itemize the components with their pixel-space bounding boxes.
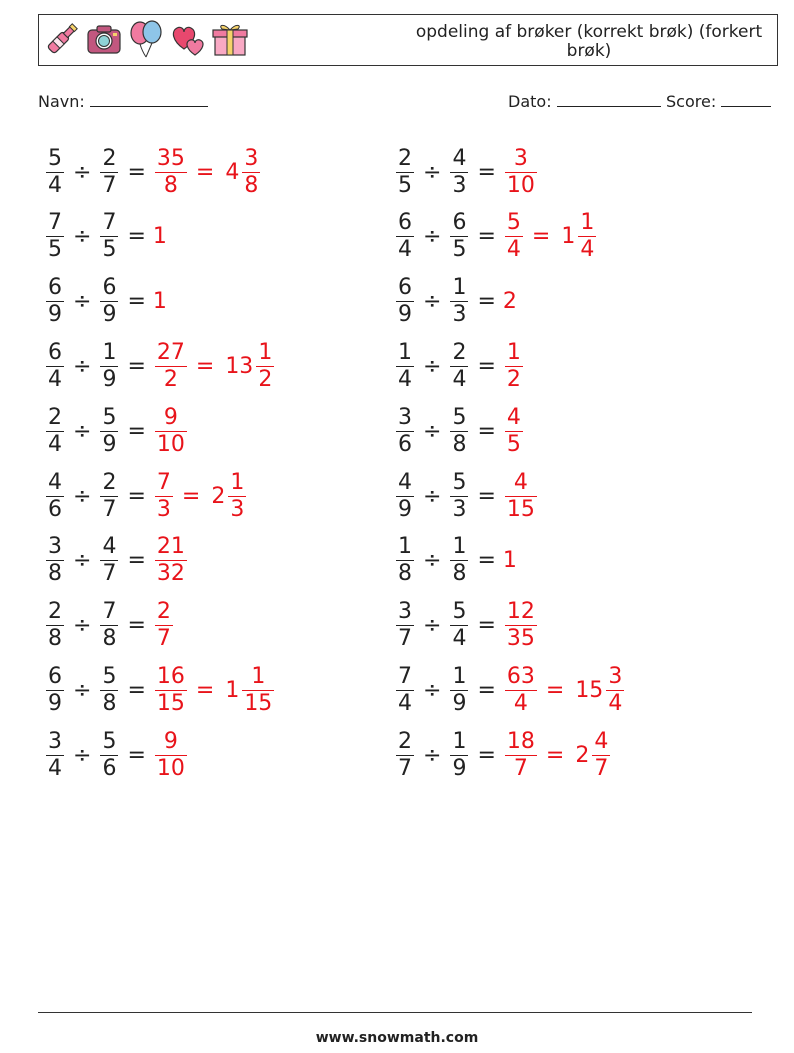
fraction [98, 664, 120, 717]
footer-divider [38, 1012, 752, 1013]
numerator: 1 [452, 275, 467, 301]
fraction [98, 146, 120, 199]
numerator: 1 [258, 339, 273, 365]
fraction [394, 210, 416, 263]
divide-sign: ÷ [423, 353, 442, 379]
date-label: Dato: [508, 92, 552, 111]
numerator: 5 [102, 728, 117, 754]
fraction [98, 275, 120, 328]
score-blank[interactable] [721, 92, 771, 107]
divide-sign: ÷ [423, 483, 442, 509]
mixed-number [207, 470, 248, 523]
problem-item [44, 531, 189, 591]
numerator: 3 [398, 599, 412, 625]
numerator: 4 [102, 534, 117, 560]
numerator: 27 [156, 339, 185, 365]
numerator: 16 [156, 663, 185, 689]
problem-item [44, 466, 248, 526]
numerator: 1 [102, 339, 117, 365]
fraction [503, 664, 539, 717]
numerator: 5 [102, 663, 117, 689]
equals-sign: = [477, 224, 496, 250]
numerator: 6 [102, 275, 117, 301]
fraction [153, 470, 175, 523]
numerator: 2 [48, 404, 62, 430]
fraction [240, 664, 276, 717]
camera-icon [85, 19, 123, 59]
denominator: 4 [398, 690, 412, 716]
fraction [44, 729, 66, 782]
denominator: 2 [163, 366, 178, 392]
denominator: 10 [156, 431, 185, 457]
gift-icon [211, 19, 249, 59]
divide-sign: ÷ [73, 418, 92, 444]
equals-sign: = [127, 418, 146, 444]
numerator: 2 [48, 599, 62, 625]
balloons-icon [127, 19, 165, 59]
fraction [503, 599, 539, 652]
denominator: 15 [244, 690, 273, 716]
fraction [503, 405, 525, 458]
equals-sign: = [127, 677, 146, 703]
fraction [98, 534, 120, 587]
numerator: 7 [102, 599, 117, 625]
denominator: 8 [48, 626, 62, 652]
equals-sign: = [127, 224, 146, 250]
numerator: 5 [452, 599, 467, 625]
fraction [394, 340, 416, 393]
numerator: 63 [506, 663, 535, 689]
denominator: 9 [48, 690, 62, 716]
numerator: 3 [244, 145, 259, 171]
fraction [98, 210, 120, 263]
equals-sign: = [127, 159, 146, 185]
fraction [448, 405, 470, 458]
denominator: 7 [513, 755, 528, 781]
numerator: 35 [156, 145, 185, 171]
fraction [98, 340, 120, 393]
numerator: 6 [48, 339, 62, 365]
numerator: 4 [594, 728, 609, 754]
denominator: 15 [156, 690, 185, 716]
problem-item [44, 207, 167, 267]
denominator: 5 [452, 237, 467, 263]
numerator: 6 [398, 275, 412, 301]
denominator: 2 [258, 366, 273, 392]
fraction [254, 340, 276, 393]
mixed-number [221, 340, 276, 393]
denominator: 4 [48, 172, 62, 198]
problem-item [394, 466, 539, 526]
denominator: 8 [48, 561, 62, 587]
denominator: 6 [398, 431, 412, 457]
numerator: 6 [452, 210, 467, 236]
divide-sign: ÷ [73, 289, 92, 315]
numerator: 4 [398, 469, 412, 495]
denominator: 9 [398, 496, 412, 522]
numerator: 4 [452, 145, 467, 171]
equals-sign: = [477, 548, 496, 574]
numerator: 1 [452, 534, 467, 560]
mixed-number [221, 146, 262, 199]
denominator: 4 [48, 755, 62, 781]
problem-item [44, 401, 189, 461]
fraction [44, 470, 66, 523]
numerator: 2 [398, 145, 412, 171]
denominator: 2 [506, 366, 521, 392]
denominator: 4 [48, 431, 62, 457]
denominator: 7 [102, 496, 117, 522]
denominator: 4 [506, 237, 521, 263]
denominator: 10 [156, 755, 185, 781]
denominator: 9 [398, 302, 412, 328]
whole-part: 2 [211, 483, 226, 509]
numerator: 2 [102, 469, 117, 495]
denominator: 8 [398, 561, 412, 587]
divide-sign: ÷ [73, 548, 92, 574]
equals-sign: = [477, 353, 496, 379]
mixed-number [557, 210, 598, 263]
denominator: 4 [48, 366, 62, 392]
fraction [98, 599, 120, 652]
divide-sign: ÷ [423, 677, 442, 703]
fraction [394, 275, 416, 328]
fraction [394, 470, 416, 523]
denominator: 3 [452, 172, 467, 198]
numerator: 7 [398, 663, 412, 689]
name-blank[interactable] [90, 92, 208, 107]
fraction [98, 405, 120, 458]
denominator: 7 [102, 561, 117, 587]
fraction [448, 599, 470, 652]
numerator: 1 [580, 210, 595, 236]
divide-sign: ÷ [423, 159, 442, 185]
fraction [153, 340, 189, 393]
denominator: 9 [48, 302, 62, 328]
divide-sign: ÷ [73, 613, 92, 639]
denominator: 6 [48, 496, 62, 522]
divide-sign: ÷ [73, 742, 92, 768]
denominator: 7 [398, 755, 412, 781]
problem-item [44, 596, 175, 656]
denominator: 8 [452, 561, 467, 587]
numerator: 1 [398, 339, 412, 365]
denominator: 5 [48, 237, 62, 263]
fraction [448, 470, 470, 523]
denominator: 4 [513, 690, 528, 716]
equals-sign: = [545, 742, 565, 768]
denominator: 4 [452, 366, 467, 392]
numerator: 4 [48, 469, 62, 495]
equals-sign: = [477, 418, 496, 444]
numerator: 2 [452, 339, 467, 365]
denominator: 9 [102, 302, 117, 328]
score-label: Score: [666, 92, 717, 111]
numerator: 1 [506, 339, 521, 365]
denominator: 4 [398, 237, 412, 263]
score-field [666, 92, 771, 111]
divide-sign: ÷ [423, 224, 442, 250]
numerator: 2 [156, 599, 171, 625]
numerator: 5 [102, 404, 117, 430]
denominator: 6 [102, 755, 117, 781]
divide-sign: ÷ [423, 289, 442, 315]
fraction [98, 729, 120, 782]
problem-item [44, 725, 189, 785]
fraction [153, 405, 189, 458]
fraction [394, 534, 416, 587]
denominator: 3 [156, 496, 171, 522]
problem-item [44, 272, 167, 332]
equals-sign: = [127, 483, 146, 509]
mixed-number [221, 664, 276, 717]
problem-item [44, 660, 276, 720]
denominator: 3 [230, 496, 245, 522]
numerator: 5 [506, 210, 521, 236]
divide-sign: ÷ [73, 353, 92, 379]
answer-integer: 1 [502, 548, 517, 574]
fraction [394, 405, 416, 458]
numerator: 7 [48, 210, 62, 236]
numerator: 1 [452, 663, 467, 689]
fraction [590, 729, 612, 782]
equals-sign: = [477, 742, 496, 768]
problem-item [394, 596, 539, 656]
numerator: 2 [102, 145, 117, 171]
numerator: 5 [48, 145, 62, 171]
name-field [38, 92, 208, 111]
fraction [448, 664, 470, 717]
denominator: 32 [156, 561, 185, 587]
equals-sign: = [545, 677, 565, 703]
problem-item [44, 336, 276, 396]
fraction [394, 729, 416, 782]
fraction [44, 275, 66, 328]
denominator: 7 [398, 626, 412, 652]
denominator: 4 [580, 237, 595, 263]
champagne-bottle-icon [43, 19, 81, 59]
whole-part: 4 [225, 159, 240, 185]
numerator: 7 [156, 469, 171, 495]
answer-integer: 2 [502, 289, 517, 315]
fraction [98, 470, 120, 523]
denominator: 3 [452, 496, 467, 522]
answer-integer: 1 [152, 289, 167, 315]
equals-sign: = [477, 613, 496, 639]
denominator: 8 [244, 172, 259, 198]
fraction [394, 146, 416, 199]
fraction [503, 210, 525, 263]
whole-part: 2 [575, 742, 590, 768]
fraction [44, 210, 66, 263]
numerator: 3 [513, 145, 528, 171]
fraction [153, 146, 189, 199]
date-blank[interactable] [557, 92, 661, 107]
denominator: 5 [398, 172, 412, 198]
denominator: 35 [506, 626, 535, 652]
numerator: 3 [608, 663, 623, 689]
problem-item [394, 272, 517, 332]
divide-sign: ÷ [73, 224, 92, 250]
numerator: 18 [506, 728, 535, 754]
whole-part: 15 [575, 677, 604, 703]
divide-sign: ÷ [423, 742, 442, 768]
equals-sign: = [195, 353, 215, 379]
header-icons [43, 19, 249, 59]
numerator: 4 [513, 469, 528, 495]
fraction [604, 664, 626, 717]
equals-sign: = [127, 353, 146, 379]
numerator: 1 [452, 728, 467, 754]
fraction [44, 664, 66, 717]
answer-integer: 1 [152, 224, 167, 250]
denominator: 9 [452, 690, 467, 716]
date-field [508, 92, 661, 111]
equals-sign: = [477, 677, 496, 703]
fraction [44, 405, 66, 458]
fraction [448, 146, 470, 199]
divide-sign: ÷ [73, 159, 92, 185]
problem-item [44, 142, 262, 202]
numerator: 5 [452, 469, 467, 495]
divide-sign: ÷ [423, 613, 442, 639]
worksheet-header [38, 14, 778, 66]
denominator: 3 [452, 302, 467, 328]
fraction [240, 146, 262, 199]
name-label: Navn: [38, 92, 85, 111]
numerator: 1 [230, 469, 245, 495]
denominator: 10 [506, 172, 535, 198]
fraction [153, 664, 189, 717]
divide-sign: ÷ [423, 418, 442, 444]
fraction [153, 729, 189, 782]
denominator: 7 [594, 755, 609, 781]
fraction [448, 210, 470, 263]
equals-sign: = [181, 483, 201, 509]
equals-sign: = [127, 289, 146, 315]
problem-item [394, 401, 525, 461]
fraction [448, 729, 470, 782]
denominator: 4 [452, 626, 467, 652]
mixed-number [571, 664, 626, 717]
numerator: 1 [251, 663, 266, 689]
fraction [394, 599, 416, 652]
numerator: 4 [506, 404, 521, 430]
fraction [448, 340, 470, 393]
problem-item [394, 531, 517, 591]
whole-part: 1 [561, 224, 576, 250]
whole-part: 1 [225, 677, 240, 703]
divide-sign: ÷ [73, 677, 92, 703]
denominator: 9 [102, 431, 117, 457]
problem-item [394, 336, 525, 396]
denominator: 8 [102, 626, 117, 652]
denominator: 5 [506, 431, 521, 457]
equals-sign: = [127, 613, 146, 639]
fraction [448, 275, 470, 328]
denominator: 8 [163, 172, 178, 198]
numerator: 3 [398, 404, 412, 430]
numerator: 9 [163, 728, 178, 754]
denominator: 4 [398, 366, 412, 392]
mixed-number [571, 729, 612, 782]
divide-sign: ÷ [423, 548, 442, 574]
fraction [44, 146, 66, 199]
divide-sign: ÷ [73, 483, 92, 509]
numerator: 3 [48, 728, 62, 754]
problem-item [394, 660, 626, 720]
hearts-icon [169, 19, 207, 59]
fraction [503, 729, 539, 782]
numerator: 21 [156, 534, 185, 560]
fraction [153, 599, 175, 652]
numerator: 1 [398, 534, 412, 560]
numerator: 9 [163, 404, 178, 430]
equals-sign: = [127, 742, 146, 768]
numerator: 2 [398, 728, 412, 754]
numerator: 7 [102, 210, 117, 236]
fraction [44, 534, 66, 587]
fraction [153, 534, 189, 587]
equals-sign: = [477, 159, 496, 185]
numerator: 6 [48, 275, 62, 301]
denominator: 7 [156, 626, 171, 652]
whole-part: 13 [225, 353, 254, 379]
fraction [576, 210, 598, 263]
problem-item [394, 725, 612, 785]
equals-sign: = [477, 483, 496, 509]
denominator: 9 [452, 755, 467, 781]
equals-sign: = [127, 548, 146, 574]
denominator: 8 [102, 690, 117, 716]
fraction [503, 146, 539, 199]
fraction [448, 534, 470, 587]
numerator: 6 [398, 210, 412, 236]
fraction [394, 664, 416, 717]
equals-sign: = [195, 159, 215, 185]
numerator: 5 [452, 404, 467, 430]
numerator: 3 [48, 534, 62, 560]
problem-item [394, 207, 598, 267]
fraction [503, 340, 525, 393]
fraction [503, 470, 539, 523]
denominator: 9 [102, 366, 117, 392]
fraction [226, 470, 248, 523]
denominator: 8 [452, 431, 467, 457]
fraction [44, 599, 66, 652]
denominator: 7 [102, 172, 117, 198]
numerator: 12 [506, 599, 535, 625]
denominator: 15 [506, 496, 535, 522]
fraction [44, 340, 66, 393]
equals-sign: = [195, 677, 215, 703]
page-title: opdeling af brøker (korrekt brøk) (forkert brøk) [415, 22, 763, 61]
footer-url: www.snowmath.com [315, 1030, 479, 1046]
equals-sign: = [477, 289, 496, 315]
numerator: 6 [48, 663, 62, 689]
denominator: 5 [102, 237, 117, 263]
denominator: 4 [608, 690, 623, 716]
equals-sign: = [531, 224, 551, 250]
problem-item [394, 142, 539, 202]
